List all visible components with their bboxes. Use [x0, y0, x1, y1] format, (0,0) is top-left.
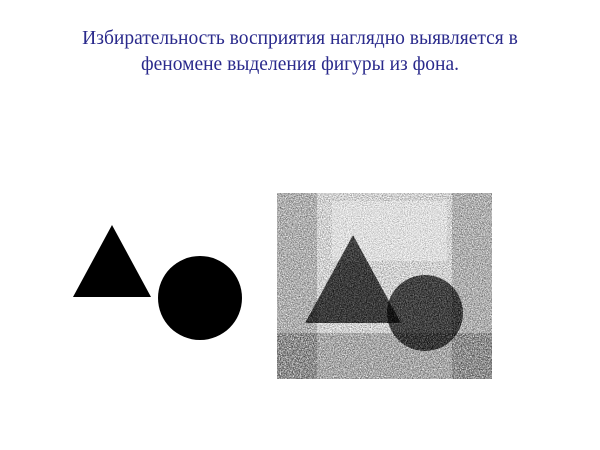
triangle-shape — [73, 225, 151, 297]
title-line-2: феномене выделения фигуры из фона. — [141, 53, 459, 75]
title-line-1: Избирательность восприятия наглядно выявляется в — [82, 28, 518, 49]
circle-shape — [158, 256, 242, 340]
noise-svg — [277, 193, 492, 379]
noisy-figure-panel — [277, 193, 492, 379]
